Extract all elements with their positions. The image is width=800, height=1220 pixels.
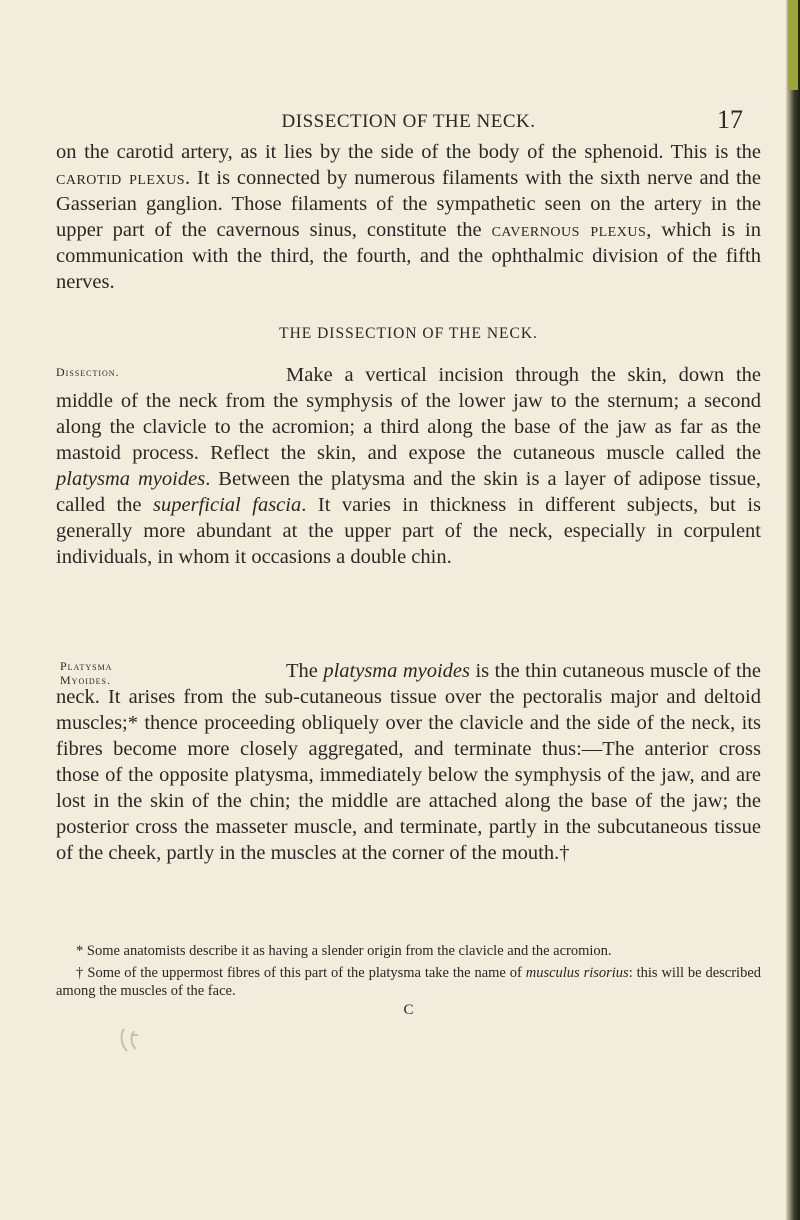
paragraph-dissection: Make a vertical incision through the skin, down the middle of the neck from the symphysis of the lower jaw to the sternum; a second along the clavicle to the acromion; a third along the base of the jaw as far as the mastoid process. Reflect the skin, and expose the cutaneous muscle called the platysma myoides. Between the platysma and the skin is a layer of adipose tissue, called the superficial fascia. It varies in thickness in different subjects, but is generally more abundant at the upper part of the neck, especially in corpulent individuals, in whom it occasions a double chin. bbox=[56, 364, 761, 568]
footnotes bbox=[56, 942, 761, 1004]
paragraph-platysma: The platysma myoides is the thin cutaneous muscle of the neck. It arises from the sub-cutaneous tissue over the pectoralis major and deltoid muscles;* thence proceeding obliquely over the clavicle and the side of the neck, its fibres become more closely aggregated, and terminate thus:—The anterior cross those of the opposite platysma, immediately below the symphysis of the jaw, and are lost in the skin of the chin; the middle are attached along the base of the jaw; the posterior cross the masseter muscle, and terminate, partly in the subcutaneous tissue of the cheek, partly in the muscles at the corner of the mouth.† bbox=[56, 660, 762, 864]
edge-tab bbox=[788, 0, 798, 90]
page-number: 17 bbox=[717, 105, 743, 134]
term-platysma-myoides-2: platysma myoides bbox=[323, 660, 471, 682]
footnote-1: * Some anatomists describe it as having a slender origin from the clavicle and the acromion. bbox=[76, 943, 612, 959]
term-superficial-fascia: superficial fascia bbox=[153, 494, 302, 516]
page-edge bbox=[786, 0, 800, 1220]
running-head bbox=[56, 105, 761, 135]
footnote-2: † Some of the uppermost fibres of this part of the platysma take the name of musculus risorius: this will be described among the muscles of the face. bbox=[56, 965, 762, 999]
ink-stain bbox=[118, 1025, 146, 1055]
term-carotid-plexus: carotid plexus bbox=[56, 167, 185, 189]
term-musculus-risorius: musculus risorius bbox=[525, 965, 629, 981]
term-platysma-myoides: platysma myoides bbox=[56, 468, 206, 490]
sidenote-platysma: Platysma Myoides. bbox=[60, 659, 113, 687]
signature-mark: C bbox=[403, 1002, 414, 1018]
section-heading: THE DISSECTION OF THE NECK. bbox=[279, 325, 538, 342]
term-cavernous-plexus: cavernous plexus bbox=[491, 219, 647, 241]
sidenote-dissection: Dissection. bbox=[56, 365, 120, 379]
paragraph-carotid-plexus: on the carotid artery, as it lies by the side of the body of the sphenoid. This is the carotid plexus. It is connected by numerous filaments with the sixth nerve and the Gasserian ganglion. Those filaments of the sympathetic seen on the artery in the upper part of the cavernous sinus, constitute the cavernous plexus, which is in communication with the third, the fourth, and the ophthalmic division of the fifth nerves. bbox=[56, 141, 761, 293]
running-title: DISSECTION OF THE NECK. bbox=[281, 111, 536, 132]
